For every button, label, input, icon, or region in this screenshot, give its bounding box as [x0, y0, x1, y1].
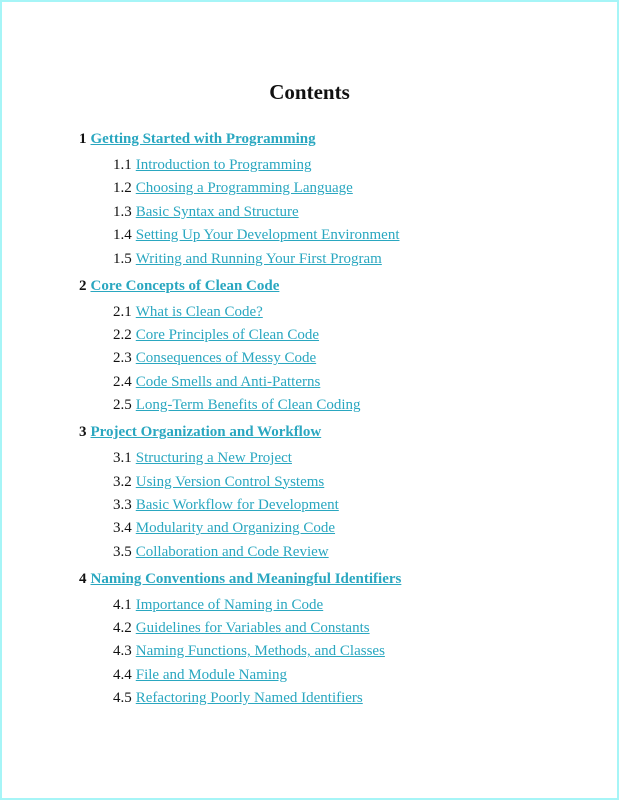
subsection-number: 1.1: [113, 157, 132, 173]
subsection-link[interactable]: Core Principles of Clean Code: [135, 326, 320, 343]
section-link[interactable]: Core Concepts of Clean Code: [90, 277, 280, 294]
subsection-number: 1.2: [113, 180, 132, 197]
subsection-number: 3.5: [113, 543, 132, 560]
section-link[interactable]: Naming Conventions and Meaningful Identifiers: [90, 570, 402, 587]
subsection-number: 3.4: [113, 520, 132, 537]
subsection-number: 4.2: [113, 620, 132, 637]
subsection-number: 1.3: [113, 203, 132, 220]
subsection-number: 2.1: [113, 303, 132, 320]
subsection-number: 3.3: [113, 496, 132, 513]
subsection-link[interactable]: Setting Up Your Development Environment: [135, 227, 400, 244]
toc-subsection: [79, 472, 401, 495]
toc-subsection: [79, 448, 401, 471]
toc-section: [79, 422, 401, 448]
subsection-link[interactable]: Basic Syntax and Structure: [135, 203, 299, 220]
toc-section: [79, 129, 401, 155]
subsection-link[interactable]: Naming Functions, Methods, and Classes: [135, 643, 385, 660]
toc-subsection: [79, 641, 401, 664]
toc-subsection: [79, 202, 401, 225]
toc-subsection: [79, 542, 401, 569]
subsection-number: 3.2: [113, 473, 132, 490]
subsection-link[interactable]: Importance of Naming in Code: [135, 596, 324, 613]
toc-subsection: [79, 395, 401, 422]
section-number: 1: [79, 131, 87, 147]
subsection-number: 2.5: [113, 397, 132, 414]
subsection-link[interactable]: What is Clean Code?: [135, 303, 263, 320]
subsection-number: 2.4: [113, 373, 132, 390]
subsection-link[interactable]: File and Module Naming: [135, 666, 287, 683]
subsection-link[interactable]: Consequences of Messy Code: [135, 350, 317, 367]
toc-subsection: [79, 518, 401, 541]
subsection-link[interactable]: Refactoring Poorly Named Identifiers: [135, 690, 363, 707]
subsection-link[interactable]: Structuring a New Project: [135, 450, 292, 467]
toc-subsection: [79, 618, 401, 641]
page-title: Contents: [269, 80, 350, 104]
subsection-number: 2.2: [113, 326, 132, 343]
toc-subsection: [79, 595, 401, 618]
subsection-link[interactable]: Guidelines for Variables and Constants: [135, 620, 370, 637]
toc-subsection: [79, 495, 401, 518]
section-link[interactable]: Getting Started with Programming: [90, 131, 316, 147]
subsection-link[interactable]: Using Version Control Systems: [135, 473, 325, 490]
subsection-link[interactable]: Modularity and Organizing Code: [135, 520, 336, 537]
subsection-link[interactable]: Basic Workflow for Development: [135, 496, 339, 513]
section-number: 3: [79, 424, 87, 441]
toc-section: [79, 276, 401, 302]
toc-section: [79, 569, 401, 595]
subsection-link[interactable]: Choosing a Programming Language: [135, 180, 353, 197]
toc-subsection: [79, 225, 401, 248]
subsection-number: 3.1: [113, 450, 132, 467]
subsection-number: 4.4: [113, 666, 132, 683]
subsection-number: 2.3: [113, 350, 132, 367]
subsection-link[interactable]: Collaboration and Code Review: [135, 543, 329, 560]
subsection-number: 4.5: [113, 690, 132, 707]
subsection-number: 1.4: [113, 227, 132, 244]
subsection-number: 4.1: [113, 596, 132, 613]
toc-subsection: [79, 249, 401, 276]
table-of-contents: [79, 129, 401, 715]
section-number: 2: [79, 277, 87, 294]
subsection-number: 4.3: [113, 643, 132, 660]
subsection-number: 1.5: [113, 250, 132, 267]
toc-subsection: [79, 372, 401, 395]
toc-subsection: [79, 688, 401, 715]
subsection-link[interactable]: Code Smells and Anti-Patterns: [135, 373, 321, 390]
section-link[interactable]: Project Organization and Workflow: [90, 424, 322, 441]
subsection-link[interactable]: Writing and Running Your First Program: [135, 250, 382, 267]
toc-subsection: [79, 178, 401, 201]
toc-subsection: [79, 348, 401, 371]
toc-subsection: [79, 302, 401, 325]
toc-subsection: [79, 325, 401, 348]
toc-subsection: [79, 155, 401, 178]
section-number: 4: [79, 570, 87, 587]
subsection-link[interactable]: Introduction to Programming: [135, 157, 312, 173]
subsection-link[interactable]: Long-Term Benefits of Clean Coding: [135, 397, 361, 414]
toc-subsection: [79, 665, 401, 688]
